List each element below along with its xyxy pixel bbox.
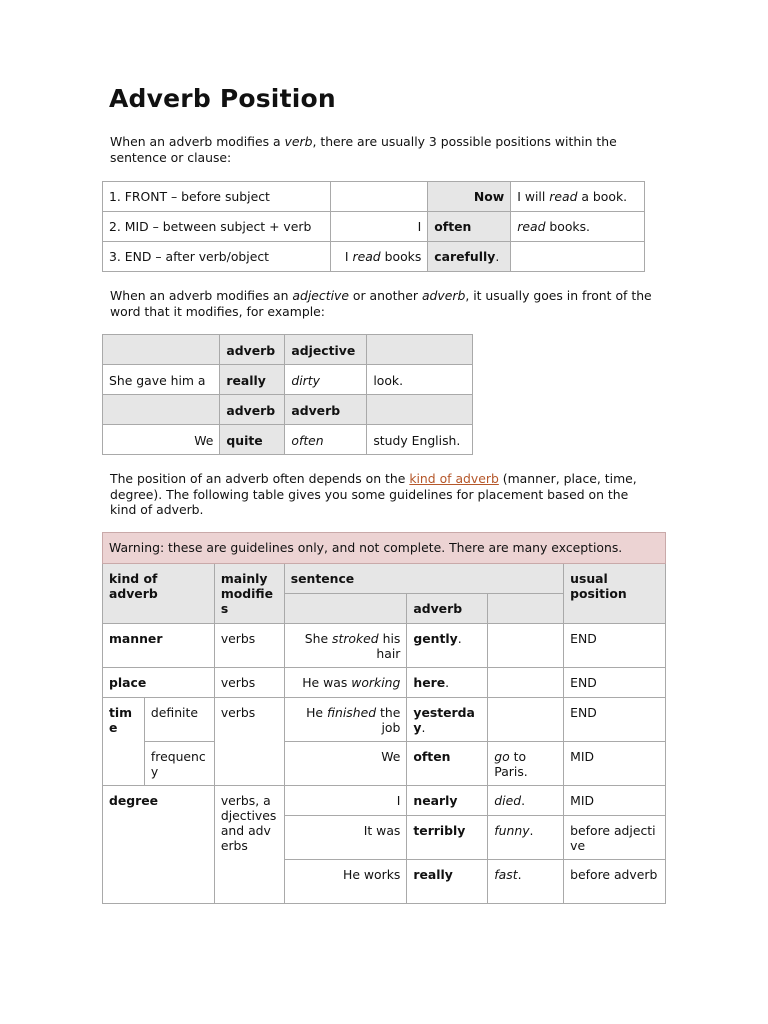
text-run-italic: died	[494, 793, 522, 808]
text-run-bold: gently	[413, 631, 458, 646]
text-run: the job	[376, 705, 401, 735]
table-row	[103, 698, 666, 742]
position-label: 3. END – after verb/object	[103, 242, 331, 272]
warning-row	[103, 533, 666, 564]
text-cell: She gave him a	[103, 365, 220, 395]
after-cell	[488, 624, 564, 668]
empty-cell	[367, 395, 473, 425]
text-run: (manner, place, time, degree). The following table gives you some guidelines for placement based on the kind of adverb.	[110, 471, 637, 517]
verb-position-table	[102, 181, 645, 272]
position-cell: before adjective	[564, 816, 666, 860]
text-run: a book.	[577, 189, 628, 204]
text-run: He was	[302, 675, 352, 690]
after-cell	[488, 698, 564, 742]
subject-cell: I	[331, 212, 428, 242]
adverb-cell	[428, 242, 511, 272]
subject-cell	[331, 242, 428, 272]
modified-word-cell: dirty	[285, 365, 367, 395]
empty-cell	[284, 594, 407, 624]
modifies-cell: verbs	[214, 698, 284, 786]
table-row	[103, 742, 666, 786]
header-cell: adverb	[220, 335, 285, 365]
rest-cell	[511, 212, 645, 242]
text-run: She	[304, 631, 333, 646]
modified-word-cell: often	[285, 425, 367, 455]
text-run: .	[529, 823, 534, 838]
kind-cell: time	[103, 698, 145, 786]
text-run-italic: fast	[494, 867, 518, 882]
text-run: When an adverb modifies an	[110, 288, 293, 303]
after-cell	[488, 668, 564, 698]
after-cell	[488, 816, 564, 860]
position-label: 1. FRONT – before subject	[103, 182, 331, 212]
text-run-bold: carefully	[434, 249, 496, 264]
text-run-italic: verb	[284, 134, 313, 149]
kind-cell: manner	[103, 624, 215, 668]
text-run: .	[495, 249, 500, 264]
kind-cell: place	[103, 668, 215, 698]
header-position: usual position	[564, 564, 666, 624]
text-run: The position of an adverb often depends on the	[110, 471, 410, 486]
sentence-cell: We	[284, 742, 407, 786]
subject-cell	[331, 182, 428, 212]
position-cell: END	[564, 698, 666, 742]
sentence-cell	[284, 698, 407, 742]
rest-cell	[511, 182, 645, 212]
rest-cell	[511, 242, 645, 272]
text-run: his hair	[376, 631, 401, 661]
table-row	[103, 365, 473, 395]
adverb-cell: really	[220, 365, 285, 395]
intro-paragraph-verb	[110, 134, 655, 165]
table-row	[103, 786, 666, 816]
table-row	[103, 212, 645, 242]
table-row	[103, 242, 645, 272]
text-run-italic: read	[352, 249, 381, 264]
text-run: He	[306, 705, 327, 720]
sentence-cell	[284, 668, 407, 698]
text-run-italic: finished	[326, 705, 377, 720]
kind-cell: degree	[103, 786, 215, 904]
sentence-cell	[284, 624, 407, 668]
kind-of-adverb-link[interactable]: kind of adverb	[409, 471, 499, 486]
position-cell: END	[564, 668, 666, 698]
modifies-cell: verbs	[214, 624, 284, 668]
position-label: 2. MID – between subject + verb	[103, 212, 331, 242]
modifies-cell: verbs, adjectives and adverbs	[214, 786, 284, 904]
table-row	[103, 182, 645, 212]
adverb-cell: Now	[428, 182, 511, 212]
header-kind: kind of adverb	[103, 564, 215, 624]
header-modifies: mainly modifies	[214, 564, 284, 624]
position-cell: MID	[564, 742, 666, 786]
adverb-kind-table	[102, 532, 666, 904]
empty-cell	[488, 594, 564, 624]
sentence-cell: I	[284, 786, 407, 816]
adverb-cell: often	[407, 742, 488, 786]
adverb-cell: here.	[407, 668, 488, 698]
text-run: to Paris.	[494, 749, 528, 779]
header-adverb: adverb	[407, 594, 488, 624]
text-cell: look.	[367, 365, 473, 395]
text-run: books.	[545, 219, 590, 234]
adverb-cell: gently.	[407, 624, 488, 668]
text-cell: study English.	[367, 425, 473, 455]
header-sentence: sentence	[284, 564, 563, 594]
table-header-row	[103, 395, 473, 425]
position-cell: END	[564, 624, 666, 668]
adverb-cell: often	[428, 212, 511, 242]
text-run: When an adverb modifies a	[110, 134, 285, 149]
text-run-italic: read	[549, 189, 578, 204]
text-run-italic: read	[517, 219, 546, 234]
sentence-cell: He works	[284, 860, 407, 904]
header-cell: adverb	[285, 395, 367, 425]
position-cell: MID	[564, 786, 666, 816]
text-run: , it usually goes in front of the word that it modifies, for example:	[110, 288, 652, 319]
text-run: , there are usually 3 possible positions within the sentence or clause:	[110, 134, 617, 165]
text-cell: We	[103, 425, 220, 455]
table-header-row	[103, 335, 473, 365]
table-row	[103, 668, 666, 698]
after-cell	[488, 742, 564, 786]
text-run-italic: adjective	[292, 288, 349, 303]
after-cell	[488, 860, 564, 904]
header-cell: adjective	[285, 335, 367, 365]
text-run: books	[380, 249, 422, 264]
adverb-cell: terribly	[407, 816, 488, 860]
text-run: I will	[517, 189, 550, 204]
adverb-cell: yesterday.	[407, 698, 488, 742]
header-cell: adverb	[220, 395, 285, 425]
intro-paragraph-adjective	[110, 288, 655, 319]
text-run: .	[517, 867, 522, 882]
text-run-italic: go	[494, 749, 510, 764]
adverb-cell: nearly	[407, 786, 488, 816]
adverb-cell: quite	[220, 425, 285, 455]
warning-banner: Warning: these are guidelines only, and not complete. There are many exceptions.	[103, 533, 666, 564]
table-header-row	[103, 564, 666, 594]
text-run-italic: stroked	[332, 631, 379, 646]
text-run-bold: here	[413, 675, 446, 690]
text-run: .	[521, 793, 526, 808]
text-run-italic: funny	[494, 823, 530, 838]
adverb-modifier-table	[102, 334, 473, 455]
text-run-italic: working	[351, 675, 401, 690]
position-cell: before adverb	[564, 860, 666, 904]
text-run-bold: yesterday	[413, 705, 475, 735]
empty-cell	[103, 395, 220, 425]
text-run: or another	[348, 288, 422, 303]
table-row	[103, 624, 666, 668]
subkind-cell: definite	[144, 698, 214, 742]
intro-paragraph-kind	[110, 471, 655, 518]
after-cell	[488, 786, 564, 816]
text-run-italic: adverb	[421, 288, 466, 303]
sentence-cell: It was	[284, 816, 407, 860]
empty-cell	[103, 335, 220, 365]
subkind-cell: frequency	[144, 742, 214, 786]
table-row	[103, 425, 473, 455]
adverb-cell: really	[407, 860, 488, 904]
page-title: Adverb Position	[109, 84, 336, 113]
empty-cell	[367, 335, 473, 365]
modifies-cell: verbs	[214, 668, 284, 698]
text-run: I	[344, 249, 353, 264]
